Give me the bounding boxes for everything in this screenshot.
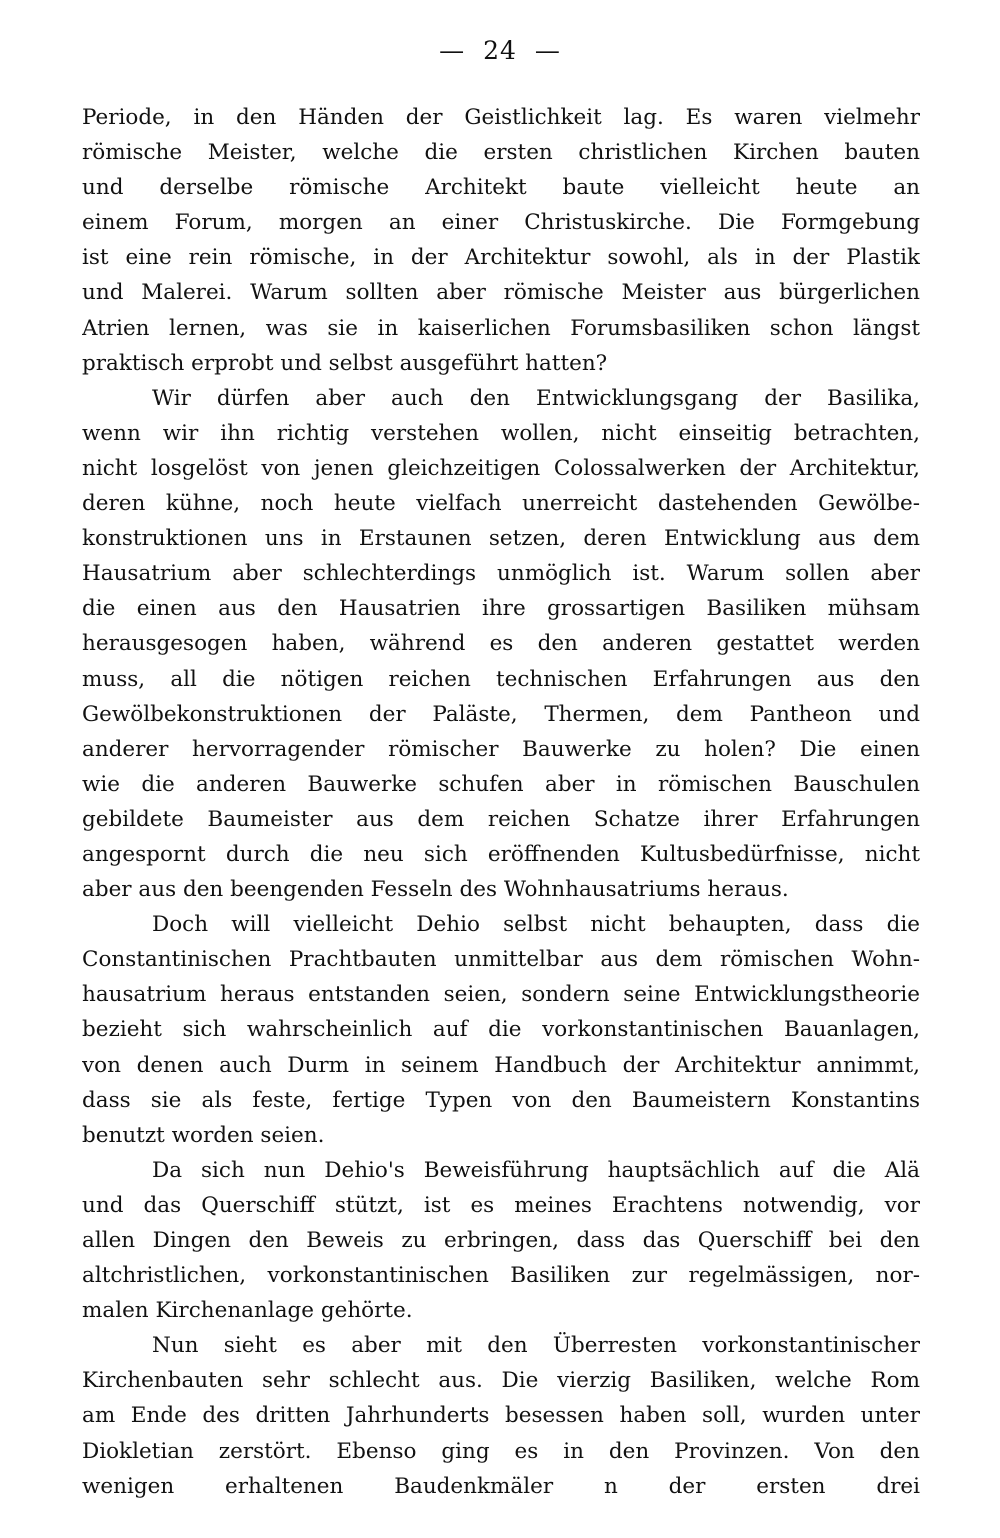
text-line: am Ende des dritten Jahrhunderts besessen haben soll, wurden unter: [82, 1403, 920, 1429]
text-line: altchristlichen, vorkonstantinischen Basiliken zur regelmässigen, nor-: [82, 1263, 920, 1289]
text-line: aber aus den beengenden Fesseln des Wohnhausatriums heraus.: [82, 877, 789, 903]
text-line: von denen auch Durm in seinem Handbuch der Architektur annimmt,: [82, 1052, 920, 1078]
text-line: praktisch erprobt und selbst ausgeführt hatten?: [82, 350, 608, 376]
text-line: Nun sieht es aber mit den Überresten vorkonstantinischer: [152, 1333, 920, 1359]
text-line: wenn wir ihn richtig verstehen wollen, nicht einseitig betrachten,: [82, 420, 920, 446]
text-line: dass sie als feste, fertige Typen von den Baumeistern Konstantins: [82, 1087, 920, 1113]
text-line: muss, all die nötigen reichen technischen Erfahrungen aus den: [82, 666, 920, 692]
page-number: 24: [483, 36, 517, 65]
text-line: römische Meister, welche die ersten christlichen Kirchen bauten: [82, 140, 920, 166]
text-line: die einen aus den Hausatrien ihre grossartigen Basiliken mühsam: [82, 596, 920, 622]
page-number-dash-left: —: [439, 36, 466, 65]
text-line: und das Querschiff stützt, ist es meines Erachtens notwendig, vor: [82, 1192, 920, 1218]
text-line: benutzt worden seien.: [82, 1122, 325, 1148]
text-line: hausatrium heraus entstanden seien, sondern seine Entwicklungstheorie: [82, 982, 920, 1008]
text-line: wie die anderen Bauwerke schufen aber in römischen Bauschulen: [82, 771, 920, 797]
text-line: nicht losgelöst von jenen gleichzeitigen Colossalwerken der Architektur,: [82, 455, 920, 481]
text-line: Constantinischen Prachtbauten unmittelbar aus dem römischen Wohn-: [82, 947, 920, 973]
text-line: und Malerei. Warum sollten aber römische Meister aus bürgerlichen: [82, 280, 920, 306]
text-line: einem Forum, morgen an einer Christuskirche. Die Formgebung: [82, 210, 920, 236]
text-line: Hausatrium aber schlechterdings unmöglich ist. Warum sollen aber: [82, 561, 920, 587]
text-line: malen Kirchenanlage gehörte.: [82, 1298, 413, 1324]
text-line: Gewölbekonstruktionen der Paläste, Thermen, dem Pantheon und: [82, 701, 920, 727]
text-line: deren kühne, noch heute vielfach unerreicht dastehenden Gewölbe-: [82, 491, 920, 517]
text-line: allen Dingen den Beweis zu erbringen, dass das Querschiff bei den: [82, 1228, 920, 1253]
text-line: gebildete Baumeister aus dem reichen Schatze ihrer Erfahrungen: [82, 806, 920, 832]
text-line: Atrien lernen, was sie in kaiserlichen Forumsbasiliken schon längst: [82, 315, 920, 341]
text-line: Kirchenbauten sehr schlecht aus. Die vierzig Basiliken, welche Rom: [82, 1368, 920, 1394]
text-line: bezieht sich wahrscheinlich auf die vorkonstantinischen Bauanlagen,: [82, 1017, 920, 1043]
text-line: Da sich nun Dehio's Beweisführung hauptsächlich auf die Alä: [152, 1157, 920, 1183]
text-line: konstruktionen uns in Erstaunen setzen, deren Entwicklung aus dem: [82, 526, 920, 552]
page-number-dash-right: —: [534, 36, 561, 65]
text-line: und derselbe römische Architekt baute vielleicht heute an: [82, 175, 920, 201]
text-line: Periode, in den Händen der Geistlichkeit lag. Es waren vielmehr: [82, 105, 920, 130]
text-line: Doch will vielleicht Dehio selbst nicht behaupten, dass die: [152, 912, 920, 938]
text-line: herausgesogen haben, während es den anderen gestattet werden: [82, 631, 920, 657]
text-line: angespornt durch die neu sich eröffnenden Kultusbedürfnisse, nicht: [82, 841, 920, 867]
page-number-header: [0, 36, 1000, 65]
text-line: wenigen erhaltenen Baudenkmäler n der ersten drei: [82, 1473, 920, 1499]
text-line: Diokletian zerstört. Ebenso ging es in den Provinzen. Von den: [82, 1438, 920, 1464]
text-line: ist eine rein römische, in der Architektur sowohl, als in der Plastik: [82, 245, 920, 271]
body-text: [82, 100, 920, 1504]
text-line: anderer hervorragender römischer Bauwerke zu holen? Die einen: [82, 736, 920, 762]
text-line: Wir dürfen aber auch den Entwicklungsgang der Basilika,: [152, 385, 920, 411]
